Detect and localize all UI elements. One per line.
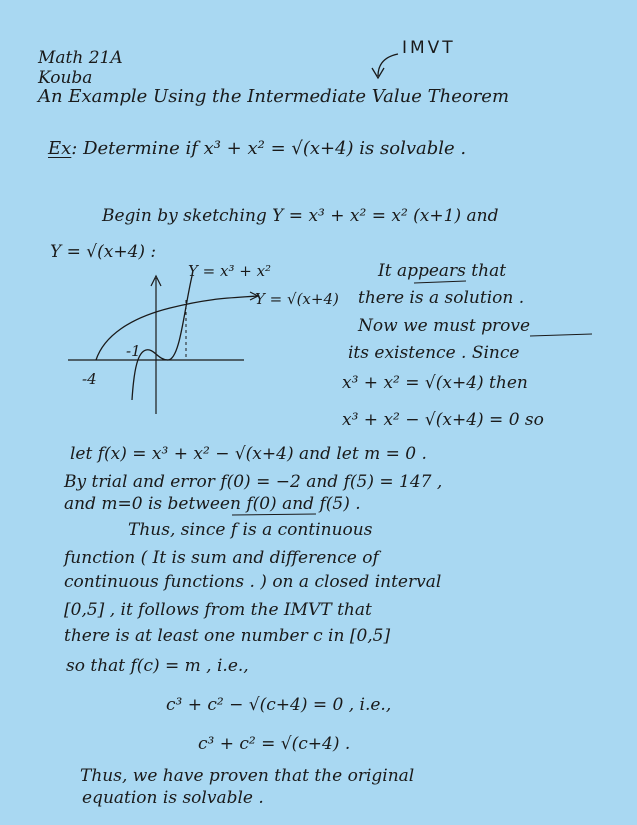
body-line-13: equation is solvable . [82, 788, 264, 808]
body-line-11: c³ + c² = √(c+4) . [198, 734, 351, 754]
note-3: Now we must prove [358, 316, 531, 336]
intro-line-1: Begin by sketching Y = x³ + x² = x² (x+1) and [102, 206, 499, 226]
between-underline [232, 514, 316, 515]
body-line-1: let f(x) = x³ + x² − √(x+4) and let m = 0 . [70, 444, 427, 464]
author-name: Kouba [38, 68, 93, 88]
body-line-9: so that f(c) = m , i.e., [66, 656, 249, 676]
tick-neg4-label: -4 [82, 370, 97, 388]
curved-arrow-icon [372, 54, 398, 78]
note-5: x³ + x² = √(x+4) then [342, 373, 528, 393]
sqrt-label: Y = √(x+4) [255, 290, 339, 308]
imvt-label: IMVT [402, 38, 456, 58]
cubic-label: Y = x³ + x² [188, 262, 272, 280]
problem-text: : Determine if x³ + x² = √(x+4) is solvable . [71, 138, 467, 159]
intro-line-2: Y = √(x+4) : [50, 242, 157, 262]
course-name: Math 21A [38, 48, 123, 68]
tick-neg1-label: -1 [126, 342, 141, 360]
body-line-12: Thus, we have proven that the original [80, 766, 415, 786]
appears-underline [414, 281, 466, 283]
body-line-7: [0,5] , it follows from the IMVT that [64, 600, 372, 620]
example-label: Ex [48, 138, 72, 159]
body-line-6: continuous functions . ) on a closed interval [64, 572, 442, 592]
body-line-3: and m=0 is between f(0) and f(5) . [64, 494, 361, 514]
note-1: It appears that [378, 261, 507, 281]
body-line-10: c³ + c² − √(c+4) = 0 , i.e., [166, 695, 392, 715]
note-2: there is a solution . [358, 288, 525, 308]
cubic-curve [132, 276, 192, 400]
prove-underline [530, 334, 592, 336]
note-6: x³ + x² − √(x+4) = 0 so [342, 410, 544, 430]
note-4: its existence . Since [348, 343, 520, 363]
body-line-4: Thus, since f is a continuous [128, 520, 373, 540]
body-line-5: function ( It is sum and difference of [64, 548, 379, 568]
sqrt-curve [96, 296, 258, 360]
page-title: An Example Using the Intermediate Value Theorem [38, 86, 510, 107]
body-line-2: By trial and error f(0) = −2 and f(5) = 147 , [64, 472, 443, 492]
body-line-8: there is at least one number c in [0,5] [64, 626, 391, 646]
